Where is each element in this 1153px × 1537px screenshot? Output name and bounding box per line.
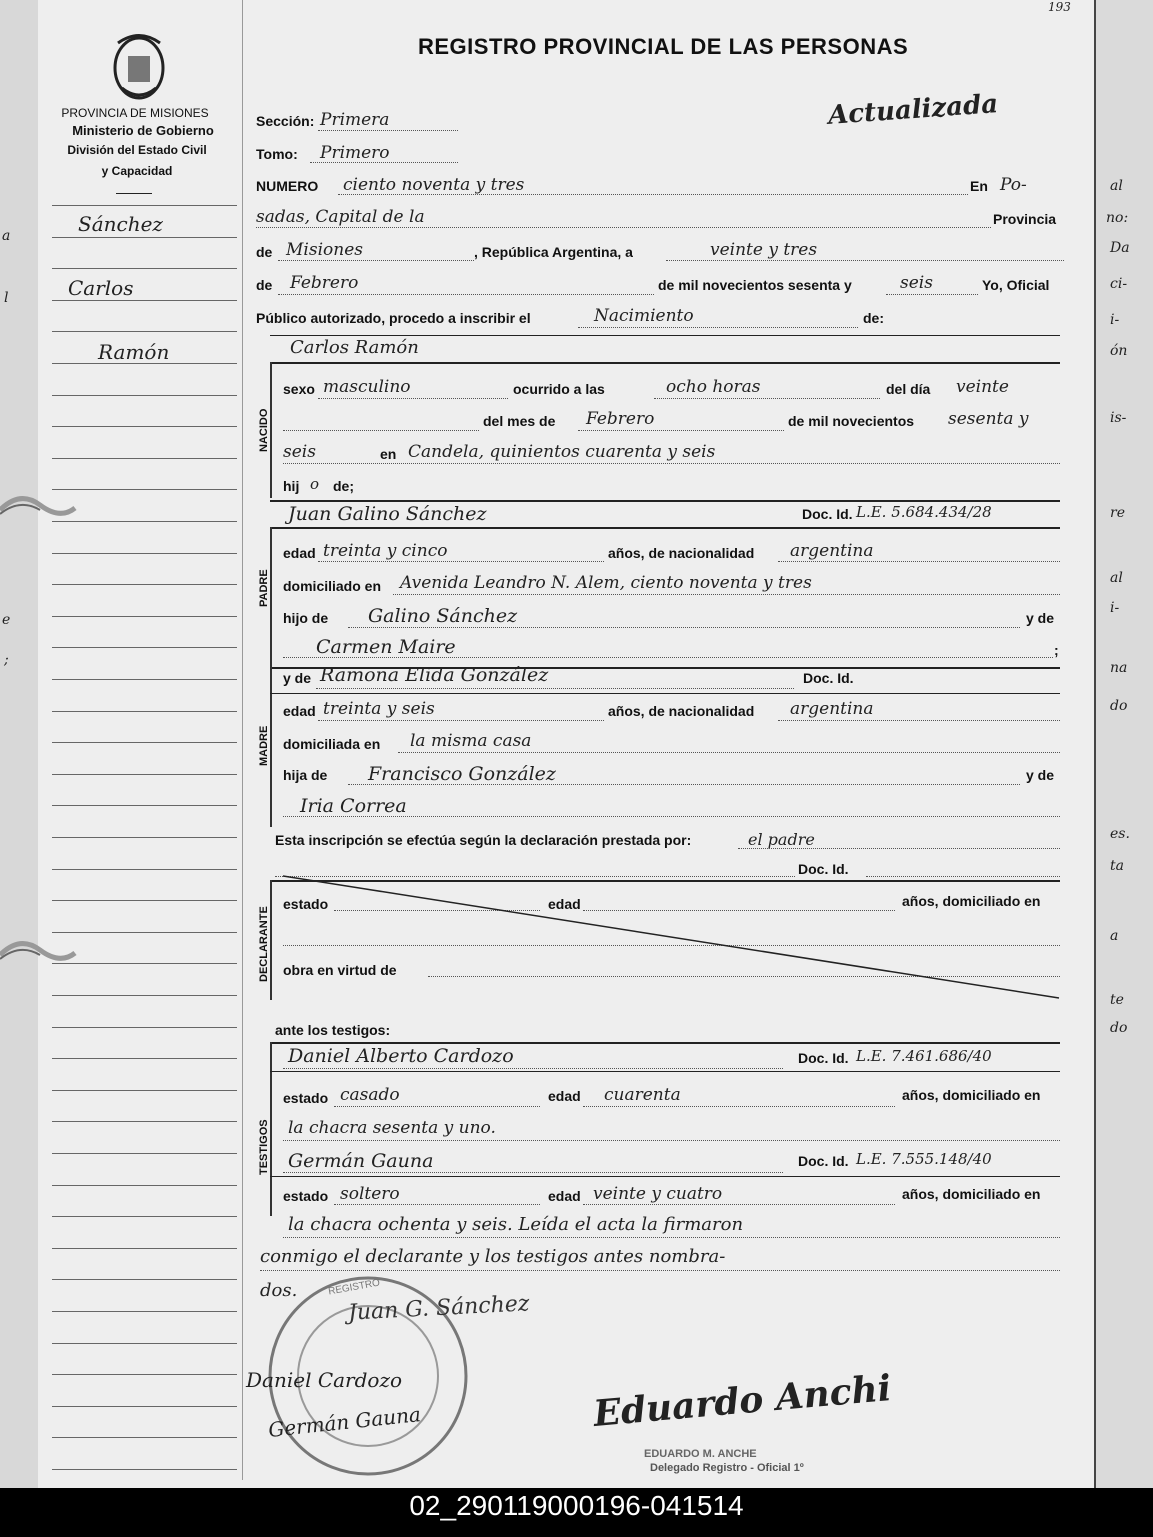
dotted-line [310,162,458,163]
label-numero: NUMERO [256,178,319,194]
page-title: REGISTRO PROVINCIAL DE LAS PERSONAS [418,34,909,59]
dotted-line [886,294,978,295]
label-doc-id: Doc. Id. [802,506,853,522]
label-hijo-de: hijo de [283,610,329,626]
coat-of-arms-icon [108,28,170,104]
province-name: PROVINCIA DE MISIONES [61,106,209,120]
right-margin-text: do [1110,1020,1128,1036]
ruled-line [52,1216,237,1217]
label-seccion: Sección: [256,113,315,129]
label-de2: de [256,277,273,293]
label-inscripcion: Esta inscripción se efectúa según la declaración prestada por: [275,832,692,848]
dotted-line [283,1068,783,1069]
ruled-line [52,805,237,806]
value-tomo: Primero [320,143,390,163]
dotted-line [283,430,479,431]
label-edad: edad [548,1188,581,1204]
right-margin-text: na [1110,660,1128,676]
right-margin-text: is- [1110,410,1127,426]
ruled-line [52,1343,237,1344]
label-mil-novecientos: de mil novecientos sesenta y [658,277,852,293]
ruled-line [52,237,237,238]
label-y-de: y de [1026,610,1055,626]
label-doc-id: Doc. Id. [798,861,849,877]
value-anio-nac2: seis [283,442,316,462]
dotted-line [278,294,654,295]
semicolon: ; [1054,642,1059,658]
footer-code: 02_290119000196-041514 [409,1490,744,1521]
ruled-line [52,268,237,269]
closing-line-2: dos. [260,1280,298,1301]
label-anios-dom: años, domiciliado en [902,1087,1041,1103]
section-bracket [270,527,272,667]
ruled-line [52,1248,237,1249]
ruled-line [52,932,237,933]
page-corner: 193 [1048,0,1071,14]
declarante-por: el padre [748,830,815,849]
side-label-nacido: NACIDO [258,408,270,452]
dotted-line [578,430,784,431]
ministry-name: Ministerio de Gobierno [72,123,214,138]
value-hij-suffix: o [310,475,320,493]
ruled-line [52,1374,237,1375]
dotted-line [654,398,880,399]
value-anio: seis [900,273,933,293]
section-bracket [270,880,272,1000]
testigo-1-edad: cuarenta [604,1085,681,1105]
padre-hijo-de: Galino Sánchez [368,605,518,627]
signature-declarante: Juan G. Sánchez [347,1291,531,1326]
value-dia: veinte [956,377,1009,397]
madre-domicilio: la misma casa [410,731,532,751]
label-hij: hij [283,478,300,494]
dotted-line [318,720,604,721]
dotted-line [334,1204,540,1205]
section-bracket [270,362,272,498]
value-fecha-dia: veinte y tres [710,240,818,260]
value-nombre: Carlos Ramón [290,337,419,358]
dotted-line [283,1237,1060,1238]
register-sheet [38,0,1098,1488]
label-sexo: sexo [283,381,315,397]
side-label-madre: MADRE [258,725,270,766]
label-del-mes: del mes de [483,413,556,429]
division-name: División del Estado Civil [67,143,207,157]
ruled-line [52,331,237,332]
label-ocurrido: ocurrido a las [513,381,605,397]
madre-hija-de: Francisco González [368,763,556,785]
value-acto: Nacimiento [594,306,694,326]
ruled-line [52,1185,237,1186]
ruled-line [52,900,237,901]
madre-y-de: Iria Correa [300,795,407,817]
label-de: de [256,244,273,260]
label-anios-dom: años, domiciliado en [902,893,1041,909]
dotted-line [283,1140,1060,1141]
testigo-1-domicilio: la chacra sesenta y uno. [288,1118,496,1138]
right-margin-text: ci- [1110,276,1128,292]
ruled-line [52,1090,237,1091]
dotted-line [778,561,1060,562]
dotted-line [283,463,1060,464]
ruled-line [52,426,237,427]
signature-testigo-1: Daniel Cardozo [246,1368,403,1392]
testigo-2-nombre: Germán Gauna [288,1150,434,1172]
capacity-name: y Capacidad [101,164,173,178]
divider [116,193,152,194]
margin-second-name: Ramón [98,340,170,364]
right-page-edge [1094,0,1153,1488]
padre-domicilio: Avenida Leandro N. Alem, ciento noventa y tres [400,573,812,593]
label-publico: Público autorizado, procedo a inscribir el [256,310,531,326]
value-mes: Febrero [586,409,655,429]
ruled-line [52,1311,237,1312]
dotted-line [338,194,968,195]
value-provincia: Misiones [286,240,363,260]
section-bracket [270,667,272,827]
testigo-1-nombre: Daniel Alberto Cardozo [288,1045,514,1067]
section-divider [270,527,1060,529]
section-bracket [270,1042,272,1216]
ruled-line [52,1058,237,1059]
label-y-de-madre: y de [283,670,312,686]
testigo-2-estado: soltero [340,1184,400,1204]
right-margin-text: es. [1110,826,1130,842]
ruled-line [52,1153,237,1154]
testigo-2-domicilio: la chacra ochenta y seis. Leída el acta la firmaron [288,1214,744,1235]
right-margin-text: no: [1106,210,1129,226]
ruled-line [52,1437,237,1438]
label-en: En [970,178,988,194]
value-hora: ocho horas [666,377,761,397]
right-margin-text: Da [1110,240,1130,256]
closing-line-1: conmigo el declarante y los testigos antes nombra- [260,1246,726,1267]
label-estado: estado [283,896,329,912]
dotted-line [666,260,1064,261]
madre-edad: treinta y seis [323,699,435,719]
dotted-line [583,1204,895,1205]
dotted-line [283,816,1060,817]
dotted-line [283,1172,783,1173]
value-sexo: masculino [323,377,411,397]
dotted-line [778,720,1060,721]
section-divider [270,335,1060,336]
dotted-line [578,327,858,328]
left-margin-text: l [4,290,9,306]
ruled-line [52,1406,237,1407]
label-obra: obra en virtud de [283,962,397,978]
ruled-line [52,458,237,459]
margin-surname: Sánchez [78,212,163,236]
section-divider [270,1071,1060,1072]
value-en-2: sadas, Capital de la [256,207,425,227]
left-margin-text: e [2,612,11,628]
right-margin-text: i- [1110,600,1120,616]
binder-ring-icon [0,925,80,985]
dotted-line [334,1106,540,1107]
section-divider [270,362,1060,364]
ruled-line [52,584,237,585]
label-edad: edad [283,545,316,561]
ruled-line [52,395,237,396]
annotation-stamp: Actualizada [827,89,999,131]
padre-y-de: Carmen Maire [316,636,456,658]
value-anio-nac: sesenta y [948,409,1029,429]
section-divider [270,1042,1060,1044]
ruled-line [52,995,237,996]
official-name: EDUARDO M. ANCHE [644,1448,757,1460]
value-en-1: Po- [1000,175,1027,195]
value-lugar: Candela, quinientos cuarenta y seis [408,442,716,462]
right-margin-text: a [1110,928,1119,944]
label-anios-nac: años, de nacionalidad [608,703,755,719]
ruled-line [52,963,237,964]
column-divider [242,0,243,1480]
dotted-line [583,1106,895,1107]
ruled-line [52,869,237,870]
ruled-line [52,1279,237,1280]
ruled-line [52,647,237,648]
margin-first-name: Carlos [68,276,134,300]
ruled-line [52,616,237,617]
label-doc-id: Doc. Id. [798,1050,849,1066]
value-numero: ciento noventa y tres [343,175,525,195]
left-margin-text: ; [4,652,9,668]
right-margin-text: al [1110,570,1123,586]
dotted-line [318,561,604,562]
label-de-semicolon: de; [333,478,354,494]
ruled-line [52,679,237,680]
padre-edad: treinta y cinco [323,541,448,561]
testigo-1-estado: casado [340,1085,400,1105]
label-edad: edad [548,1088,581,1104]
signature-testigo-2: Germán Gauna [267,1402,422,1442]
label-edad: edad [548,896,581,912]
dotted-line [318,398,508,399]
dotted-line [318,130,458,131]
label-provincia: Provincia [993,211,1057,227]
label-ante: ante los testigos: [275,1022,391,1038]
madre-nacionalidad: argentina [790,699,874,719]
padre-nombre: Juan Galino Sánchez [288,503,487,525]
official-role: Delegado Registro - Oficial 1º [650,1462,804,1474]
ruled-line [52,1121,237,1122]
padre-nacionalidad: argentina [790,541,874,561]
signature-official: Eduardo Anchi [591,1367,893,1435]
label-estado: estado [283,1188,329,1204]
ruled-line [52,837,237,838]
label-hija-de: hija de [283,767,328,783]
right-margin-text: i- [1110,312,1120,328]
right-margin-text: ón [1110,343,1128,359]
ruled-line [52,742,237,743]
label-anios-dom: años, domiciliado en [902,1186,1041,1202]
right-margin-text: te [1110,992,1124,1008]
label-de-mil: de mil novecientos [788,413,915,429]
label-en2: en [380,446,397,462]
dotted-line [316,688,794,689]
section-divider [270,1176,1060,1177]
label-de-colon: de: [863,310,884,326]
label-yo-oficial: Yo, Oficial [982,277,1050,293]
right-margin-text: ta [1110,858,1124,874]
label-doc-id: Doc. Id. [798,1153,849,1169]
dotted-line [398,752,1060,753]
ruled-line [52,1027,237,1028]
ruled-line [52,711,237,712]
dotted-line [256,227,991,228]
testigo-2-doc: L.E. 7.555.148/40 [856,1150,992,1168]
left-margin-text: a [2,228,11,244]
section-divider [270,693,1060,694]
left-page-edge [0,0,41,1488]
side-label-testigos: TESTIGOS [258,1119,270,1175]
side-label-declarante: DECLARANTE [258,906,270,982]
label-republica: , República Argentina, a [474,244,633,260]
dotted-line [283,657,1053,658]
right-margin-text: do [1110,698,1128,714]
ruled-line [52,300,237,301]
madre-nombre: Ramona Elida González [320,664,549,686]
right-margin-text: al [1110,178,1123,194]
ruled-line [52,205,237,206]
right-margin-text: re [1110,505,1125,521]
label-doc-id: Doc. Id. [803,670,854,686]
testigo-2-edad: veinte y cuatro [593,1184,723,1204]
label-domiciliado: domiciliado en [283,578,382,594]
padre-doc: L.E. 5.684.434/28 [856,503,992,521]
label-estado: estado [283,1090,329,1106]
testigo-1-doc: L.E. 7.461.686/40 [856,1047,992,1065]
label-anios-nac: años, de nacionalidad [608,545,755,561]
stamp-text: REGISTRO [327,1277,381,1298]
dotted-line [278,260,474,261]
ruled-line [52,553,237,554]
dotted-line [348,627,1020,628]
label-edad: edad [283,703,316,719]
ruled-line [52,521,237,522]
label-del-dia: del día [886,381,931,397]
ruled-line [52,1469,237,1470]
ruled-line [52,774,237,775]
value-fecha-mes: Febrero [290,273,359,293]
label-tomo: Tomo: [256,146,298,162]
dotted-line [348,784,1020,785]
strike-through-line [283,872,1063,1002]
dotted-line [393,594,1060,595]
side-label-padre: PADRE [258,569,270,607]
section-divider [270,500,1060,502]
value-seccion: Primera [320,110,390,130]
label-y-de: y de [1026,767,1055,783]
label-domiciliada: domiciliada en [283,736,381,752]
ruled-line [52,489,237,490]
dotted-line [738,848,1060,849]
